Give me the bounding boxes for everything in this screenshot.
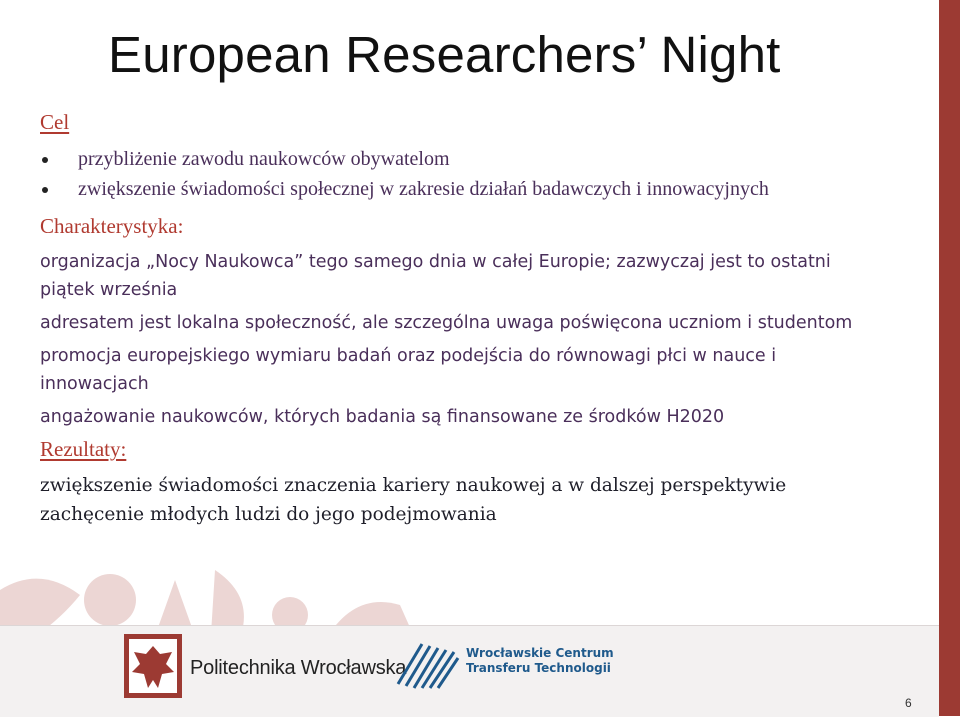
page-number: 6 [905, 696, 912, 710]
bullet-icon [42, 187, 48, 193]
pwr-eagle-logo-icon [124, 634, 182, 698]
wctt-name: Wrocławskie Centrum Transferu Technologii [466, 646, 614, 675]
pwr-name: Politechnika Wrocławska [190, 657, 407, 679]
list-item: promocja europejskiego wymiaru badań oraz podejścia do równowagi płci w nauce i innowacjach [40, 346, 777, 394]
list-item: zachęcenie młodych ludzi do jego podejmowania [40, 504, 497, 525]
list-item: zwiększenie świadomości znaczenia kariery naukowej a w dalszej perspektywie [40, 475, 787, 496]
list-item: angażowanie naukowców, których badania są finansowane ze środków H2020 [40, 407, 725, 427]
bullet-icon [42, 157, 48, 163]
slide-content [40, 106, 920, 529]
slide-title: European Researchers’ Night [108, 26, 781, 83]
list-item: zwiększenie świadomości społecznej w zakresie działań badawczych i innowacyjnych [40, 174, 838, 204]
list-item: organizacja „Nocy Naukowca” tego samego dnia w całej Europie; zazwyczaj jest to ostatni piątek września [40, 252, 831, 300]
rezultaty-heading: Rezultaty: [40, 437, 127, 461]
charakterystyka-heading: Charakterystyka: [40, 214, 184, 238]
right-accent-bar [939, 0, 960, 716]
wctt-logo-icon [394, 638, 460, 690]
cel-list [40, 144, 920, 204]
list-item: przybliżenie zawodu naukowców obywatelom [40, 144, 920, 174]
cel-heading: Cel [40, 110, 70, 134]
footer-logos [0, 625, 939, 717]
list-item: adresatem jest lokalna społeczność, ale szczególna uwaga poświęcona uczniom i studentom [40, 313, 853, 333]
rezultaty-list [40, 471, 920, 529]
charakterystyka-list [40, 248, 885, 431]
